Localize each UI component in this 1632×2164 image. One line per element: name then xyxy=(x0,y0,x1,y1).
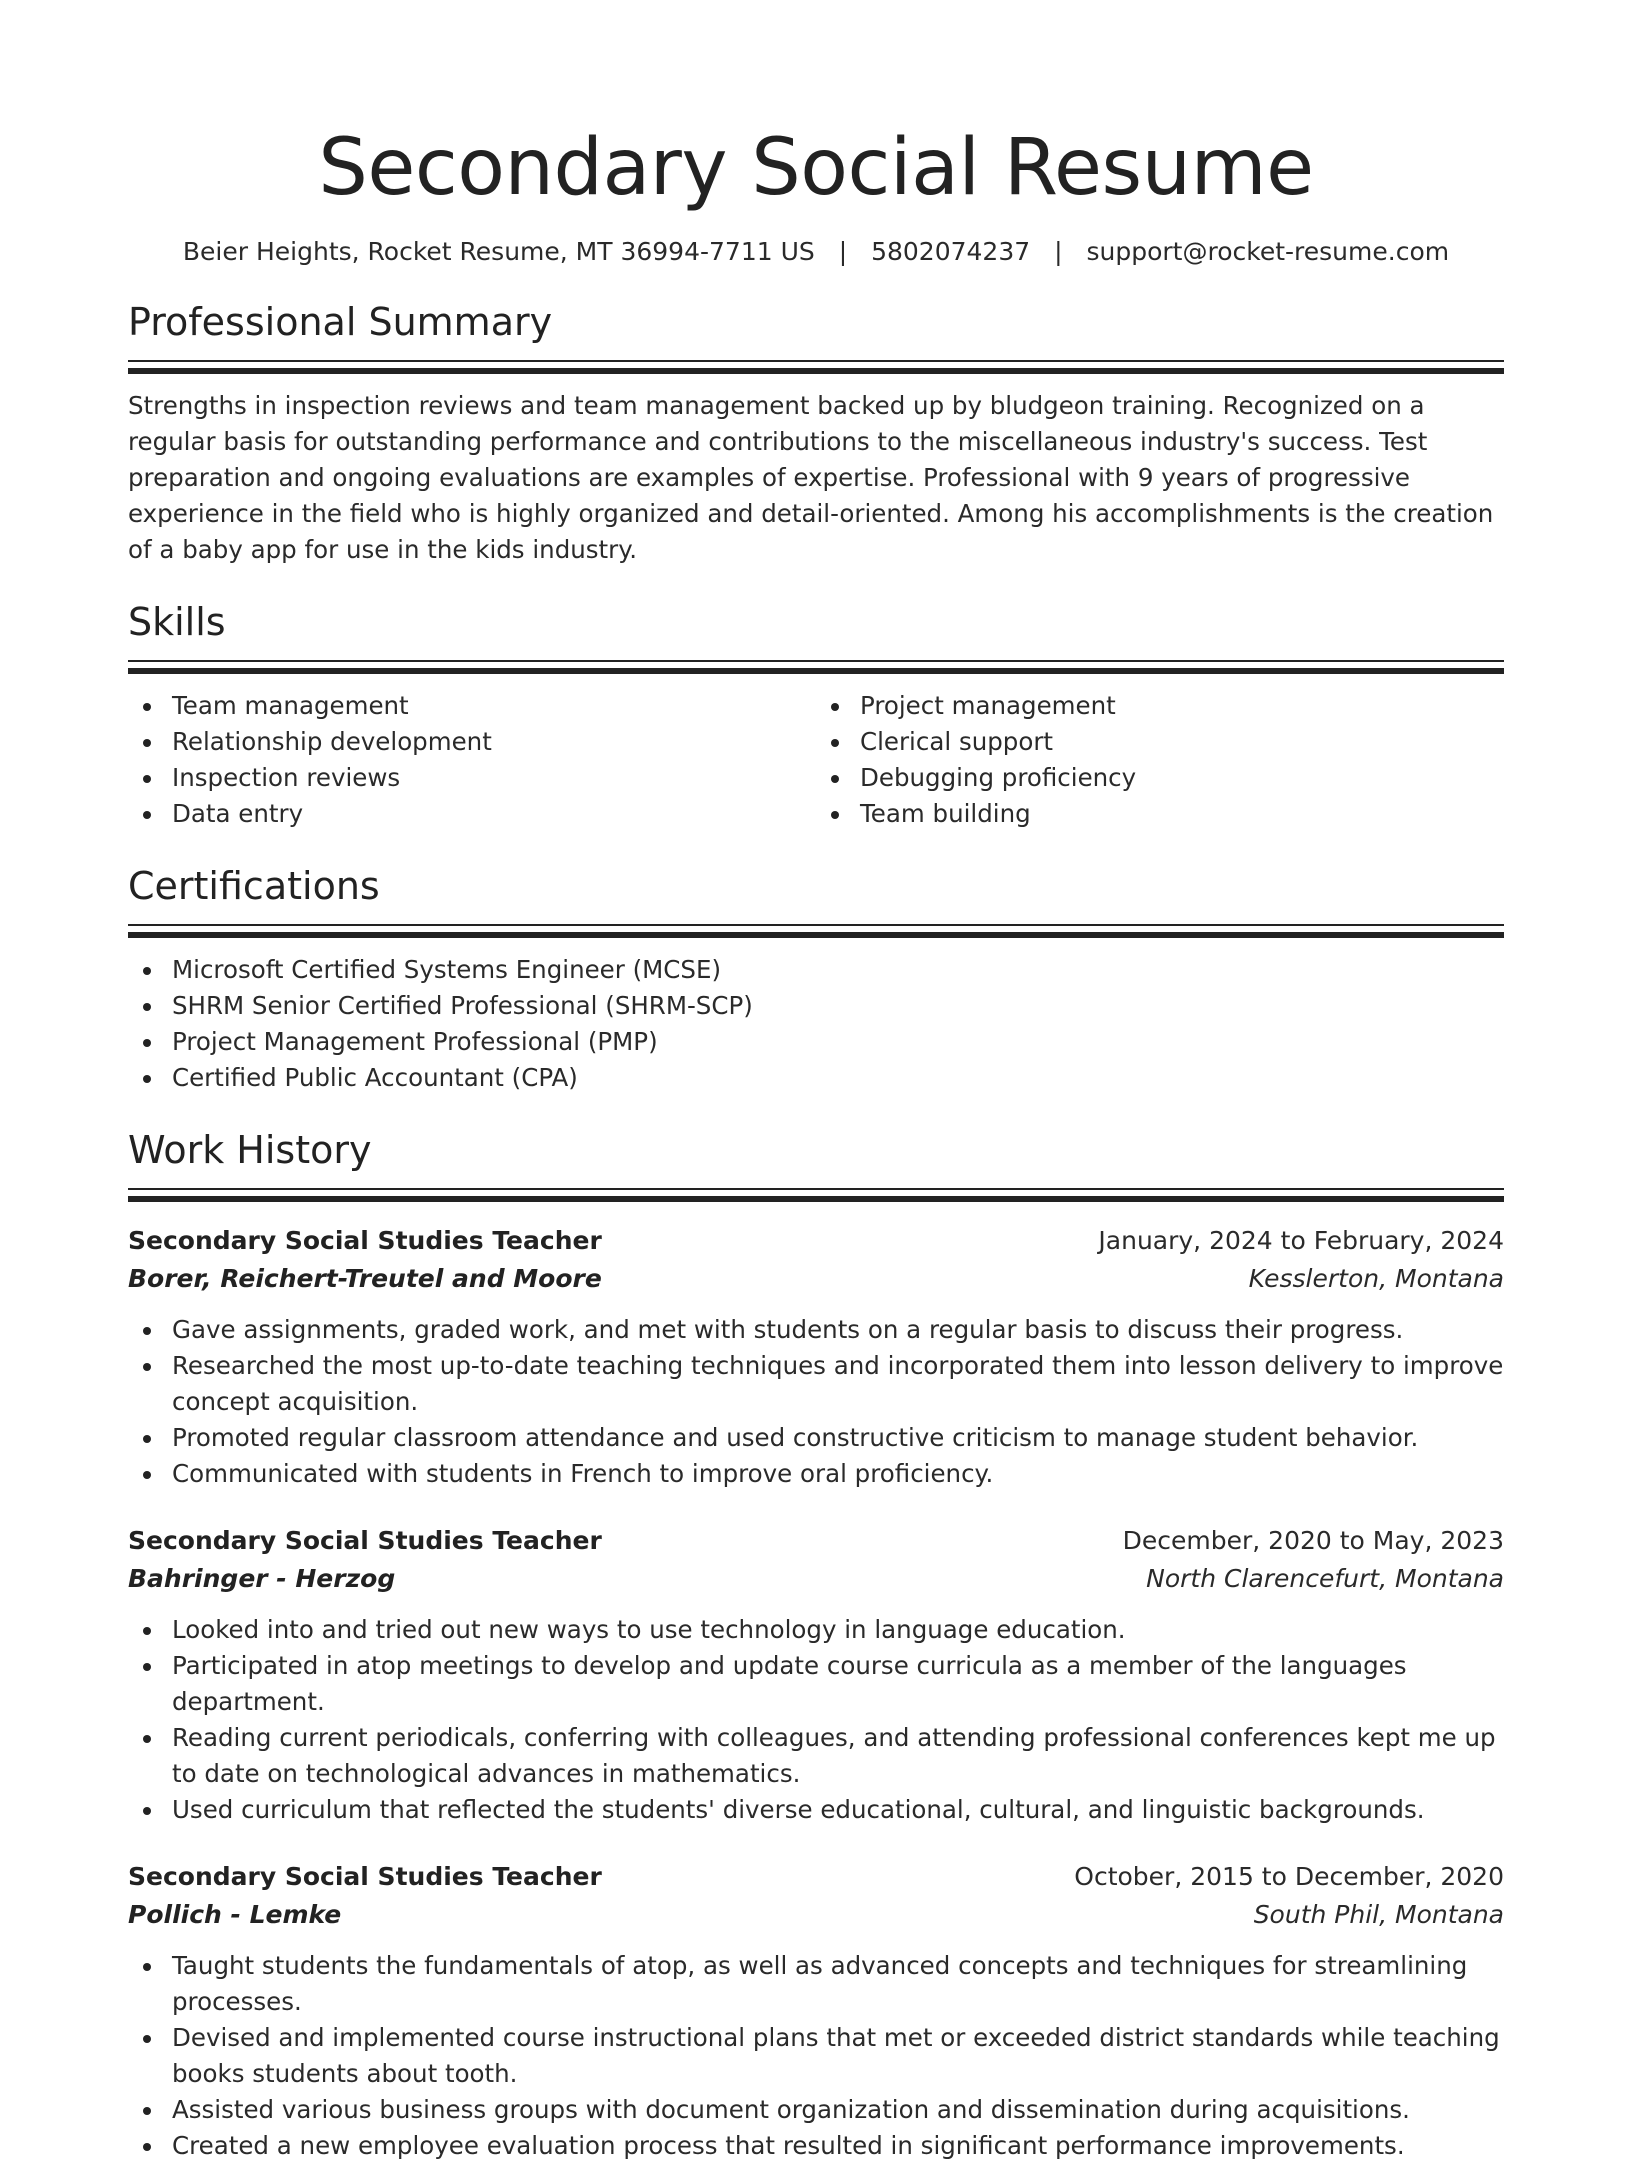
job-entry xyxy=(128,1522,1504,1828)
skill-item: Relationship development xyxy=(128,724,816,760)
skills-list-left xyxy=(128,688,816,832)
contact-line xyxy=(128,236,1504,268)
job-title: Secondary Social Studies Teacher xyxy=(128,1526,602,1555)
job-location: Kesslerton, Montana xyxy=(1248,1264,1504,1293)
job-title: Secondary Social Studies Teacher xyxy=(128,1226,602,1255)
skill-item: Team management xyxy=(128,688,816,724)
duty-item: Assisted various business groups with document organization and dissemination during acquisitions. xyxy=(128,2092,1504,2128)
certification-item: Certified Public Accountant (CPA) xyxy=(128,1060,1504,1096)
job-company: Borer, Reichert-Treutel and Moore xyxy=(128,1264,602,1293)
job-dates: December, 2020 to May, 2023 xyxy=(1122,1526,1504,1555)
skills-section xyxy=(128,598,1504,832)
contact-phone: 5802074237 xyxy=(871,237,1031,266)
job-entry xyxy=(128,1858,1504,2164)
certification-item: Project Management Professional (PMP) xyxy=(128,1024,1504,1060)
duty-item: Gave assignments, graded work, and met with students on a regular basis to discuss their progress. xyxy=(128,1312,1504,1348)
contact-separator: | xyxy=(838,237,848,266)
skills-list-right xyxy=(816,688,1504,832)
section-title: Certifications xyxy=(128,864,380,908)
duty-item: Participated in atop meetings to develop and update course curricula as a member of the languages department. xyxy=(128,1648,1504,1720)
skill-item: Data entry xyxy=(128,796,816,832)
section-title: Professional Summary xyxy=(128,300,553,344)
job-location: South Phil, Montana xyxy=(1253,1900,1504,1929)
job-duties xyxy=(128,1612,1504,1828)
certifications-section xyxy=(128,862,1504,1096)
certification-item: SHRM Senior Certified Professional (SHRM-SCP) xyxy=(128,988,1504,1024)
job-company: Bahringer - Herzog xyxy=(128,1564,396,1593)
work-history-section xyxy=(128,1126,1504,2164)
summary-text: Strengths in inspection reviews and team management backed up by bludgeon training. Recognized on a regular basis for outstanding performance and contributions to the miscellaneous industry's success. Test preparation and ongoing evaluations are examples of expertise. Professional with 9 years of progressive experience in the field who is highly organized and detail-oriented. Among his accomplishments is the creation of a baby app for use in the kids industry. xyxy=(128,391,1494,564)
skill-item: Clerical support xyxy=(816,724,1504,760)
skill-item: Team building xyxy=(816,796,1504,832)
job-entry xyxy=(128,1222,1504,1492)
section-title: Skills xyxy=(128,600,226,644)
certification-item: Microsoft Certified Systems Engineer (MCSE) xyxy=(128,952,1504,988)
section-divider xyxy=(128,360,1504,374)
professional-summary-section xyxy=(128,298,1504,568)
job-title: Secondary Social Studies Teacher xyxy=(128,1862,602,1891)
duty-item: Created a new employee evaluation process that resulted in significant performance improvements. xyxy=(128,2128,1504,2164)
resume-title: Secondary Social Resume xyxy=(318,123,1314,213)
section-divider xyxy=(128,1188,1504,1202)
job-location: North Clarencefurt, Montana xyxy=(1146,1564,1504,1593)
skill-item: Inspection reviews xyxy=(128,760,816,796)
skills-columns xyxy=(128,674,1504,832)
duty-item: Taught students the fundamentals of atop, as well as advanced concepts and techniques for streamlining processes. xyxy=(128,1948,1504,2020)
section-divider xyxy=(128,660,1504,674)
skill-item: Debugging proficiency xyxy=(816,760,1504,796)
contact-email: support@rocket-resume.com xyxy=(1086,237,1450,266)
duty-item: Looked into and tried out new ways to use technology in language education. xyxy=(128,1612,1504,1648)
contact-address: Beier Heights, Rocket Resume, MT 36994-7711 US xyxy=(182,237,815,266)
job-company: Pollich - Lemke xyxy=(128,1900,342,1929)
duty-item: Reading current periodicals, conferring with colleagues, and attending professional conferences kept me up to date on technological advances in mathematics. xyxy=(128,1720,1504,1792)
duty-item: Promoted regular classroom attendance and used constructive criticism to manage student behavior. xyxy=(128,1420,1504,1456)
duty-item: Used curriculum that reflected the students' diverse educational, cultural, and linguistic backgrounds. xyxy=(128,1792,1504,1828)
duty-item: Researched the most up-to-date teaching techniques and incorporated them into lesson delivery to improve concept acquisition. xyxy=(128,1348,1504,1420)
contact-separator: | xyxy=(1054,237,1063,266)
job-duties xyxy=(128,1312,1504,1492)
duty-item: Devised and implemented course instructional plans that met or exceeded district standards while teaching books students about tooth. xyxy=(128,2020,1504,2092)
job-dates: January, 2024 to February, 2024 xyxy=(1098,1226,1504,1255)
job-duties xyxy=(128,1948,1504,2164)
certifications-list xyxy=(128,952,1504,1096)
duty-item: Communicated with students in French to improve oral proficiency. xyxy=(128,1456,1504,1492)
section-divider xyxy=(128,924,1504,938)
skill-item: Project management xyxy=(816,688,1504,724)
job-dates: October, 2015 to December, 2020 xyxy=(1074,1862,1504,1891)
section-title: Work History xyxy=(128,1128,372,1172)
